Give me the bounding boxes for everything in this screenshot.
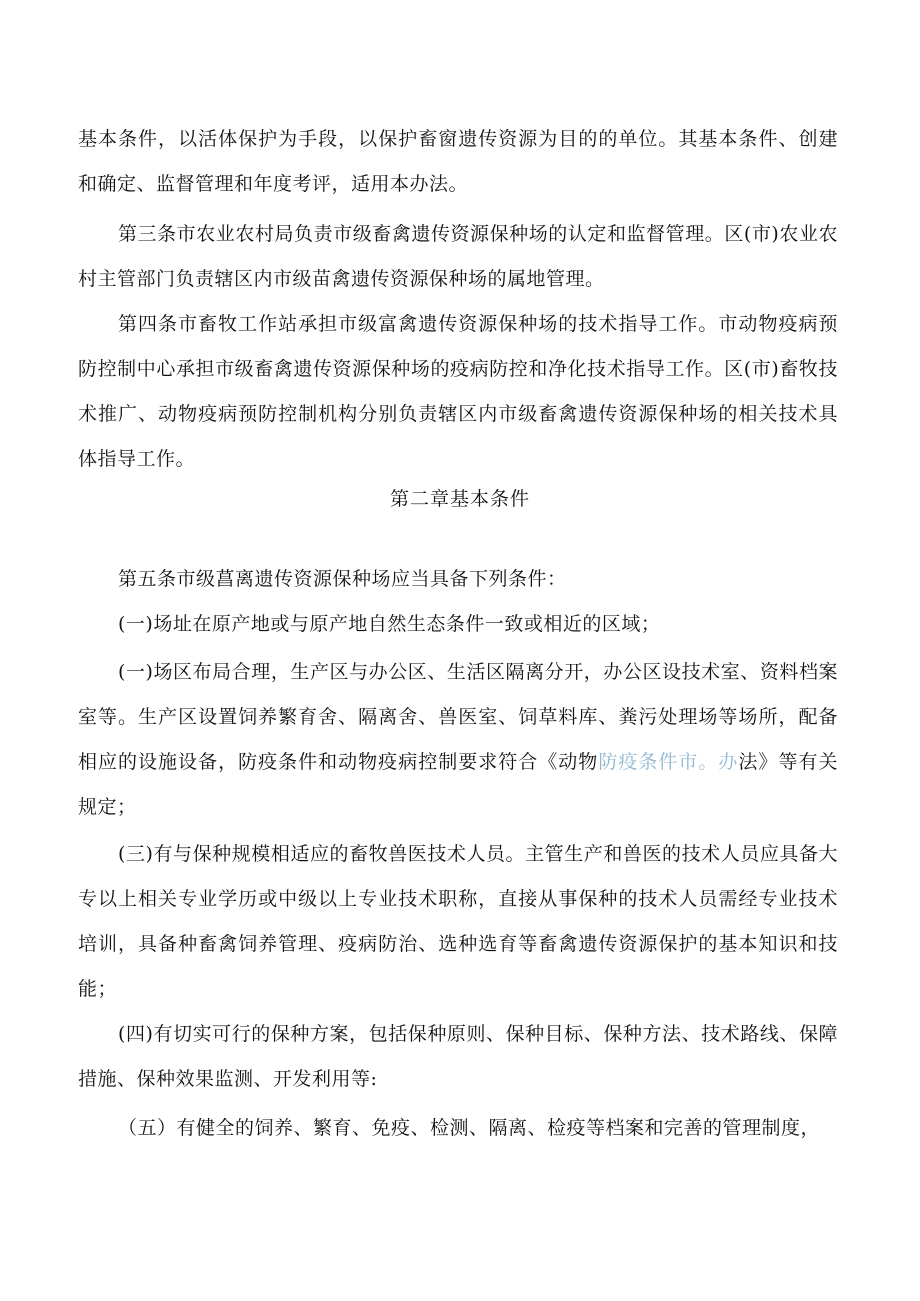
paragraph-condition-5: （五）有健全的饲养、繁育、免疫、检测、隔离、检疫等档案和完善的管理制度， bbox=[118, 1117, 821, 1139]
paragraph-continuation: 基本条件，以活体保护为手段，以保护畜窗遗传资源为目的的单位。其基本条件、创建和确定、监督管理和年度考评，适用本办法。 bbox=[78, 128, 838, 195]
chapter-heading: 第二章基本条件 bbox=[389, 488, 530, 510]
condition-2-faint-text: 防疫条件市。办 bbox=[598, 751, 739, 773]
paragraph-condition-1: (一)场址在原产地或与原产地自然生态条件一致或相近的区域； bbox=[118, 613, 661, 635]
paragraph-article-5: 第五条市级菖离遗传资源保种场应当具备下列条件： bbox=[118, 568, 567, 590]
paragraph-condition-4: (四)有切实可行的保种方案，包括保种原则、保种目标、保种方法、技术路线、保障措施、保种效果监测、开发利用等: bbox=[78, 1023, 838, 1090]
paragraph-article-3: 第三条市农业农村局负责市级畜禽遗传资源保种场的认定和监督管理。区(市)农业农村主管部门负责辖区内市级苗禽遗传资源保种场的属地管理。 bbox=[78, 223, 838, 290]
condition-2-text-end: 法》等有关规定； bbox=[78, 751, 838, 818]
paragraph-article-4: 第四条市畜牧工作站承担市级富禽遗传资源保种场的技术指导工作。市动物疫病预防控制中心承担市级畜禽遗传资源保种场的疫病防控和净化技术指导工作。区(市)畜牧技术推广、动物疫病预防控制机构分别负责辖区内市级畜禽遗传资源保种场的相关技术具体指导工作。 bbox=[78, 313, 838, 470]
paragraph-condition-3: (三)有与保种规模相适应的畜牧兽医技术人员。主管生产和兽医的技术人员应具备大专以上相关专业学历或中级以上专业技术职称，直接从事保种的技术人员需经专业技术培训，具备种畜禽饲养管理、疫病防治、选种选育等畜禽遗传资源保护的基本知识和技能； bbox=[78, 843, 838, 1000]
condition-2-text: (一)场区布局合理，生产区与办公区、生活区隔离分开，办公区设技术室、资料档案室等。生产区设置饲养繁育舍、隔离舍、兽医室、饲草料库、粪污处理场等场所，配备相应的设施设备，防疫条件和动物疫病控制要求符合《动物 bbox=[78, 661, 838, 773]
paragraph-condition-2 bbox=[78, 650, 838, 830]
